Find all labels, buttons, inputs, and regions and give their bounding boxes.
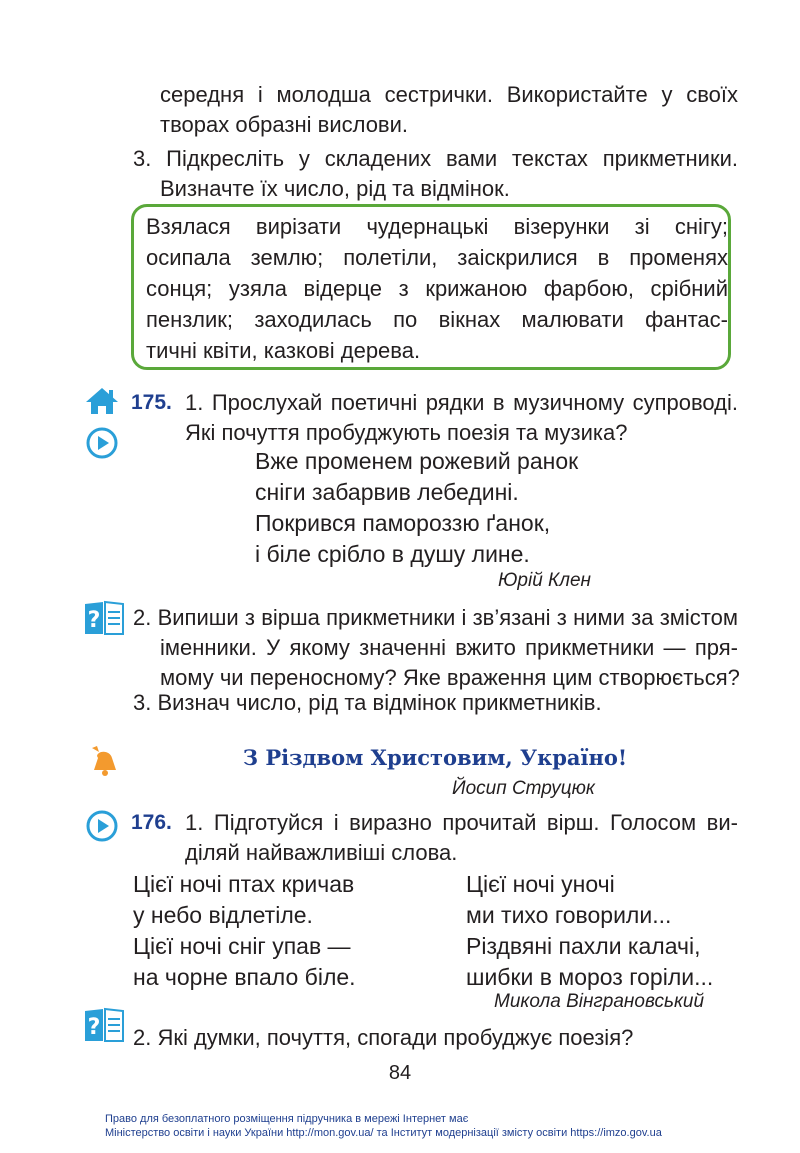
ex175-task1-line-2: Які почуття пробуджують поезія та музика? [185, 420, 628, 445]
task3-line-2: Визначте їх число, рід та відмінок. [160, 176, 510, 201]
play-icon[interactable] [86, 427, 118, 464]
footer-line-2: Міністерство освіти і науки України http://mon.gov.ua/ та Інститут модернізації змісту освіти https://imzo.gov.ua [105, 1127, 662, 1139]
ex175-task2-line-3: мому чи переносному? Яке враження цим створюється? [160, 665, 740, 690]
book-question-icon [83, 1007, 125, 1048]
exercise-number-176: 176. [131, 811, 172, 834]
ex176-task1-line-2: діляй найважливіші слова. [185, 840, 458, 865]
intro-line-1: середня і молодша сестрички. Використайте у своїх [160, 82, 738, 107]
svg-text:?: ? [87, 1015, 101, 1040]
poem-line-1: Вже променем рожевий ранок [255, 448, 579, 474]
poem2-col1-line-1: Цієї ночі птах кричав [133, 871, 355, 897]
poem2-author: Микола Вінграновський [494, 991, 705, 1012]
poem-title-author: Йосип Струцюк [452, 778, 595, 799]
ex176-task1-line-1: 1. Підготуйся і виразно прочитай вірш. Голосом ви- [185, 810, 738, 835]
box-line-5: тичні квіти, казкові дерева. [146, 338, 421, 363]
ex175-task2-line-1: 2. Випиши з вірша прикметники і зв’язані з ними за змістом [133, 605, 738, 630]
bell-icon [88, 744, 122, 783]
poem-line-2: сніги забарвив лебедині. [255, 479, 519, 505]
task3-line-1: 3. Підкресліть у складених вами текстах прикметники. [133, 146, 738, 171]
box-line-1: Взялася вирізати чудернацькі візерунки зі снігу; [146, 214, 728, 239]
poem2-col2-line-1: Цієї ночі уночі [466, 871, 615, 897]
svg-text:?: ? [87, 608, 101, 633]
poem-line-3: Покрився памороззю ґанок, [255, 510, 551, 536]
home-icon [84, 386, 120, 421]
footer-line-1: Право для безоплатного розміщення підручника в мережі Інтернет має [105, 1113, 469, 1125]
poem2-col1-line-2: у небо відлетіле. [133, 902, 313, 928]
poem-title: З Різдвом Христовим, Україно! [242, 745, 628, 770]
exercise-number-175: 175. [131, 391, 172, 414]
intro-line-2: творах образні вислови. [160, 112, 409, 137]
poem-line-4: і біле срібло в душу лине. [255, 541, 530, 567]
play-icon[interactable] [86, 810, 118, 847]
page-number: 84 [388, 1062, 412, 1084]
poem2-col1-line-4: на чорне впало біле. [133, 964, 356, 990]
box-line-3: сонця; узяла відерце з крижаною фарбою, срібний [146, 276, 728, 301]
poem2-col2-line-4: шибки в мороз горіли... [466, 964, 714, 990]
poem-author: Юрій Клен [498, 570, 591, 591]
box-line-2: осипала землю; полетіли, заіскрилися в променях [146, 245, 728, 270]
box-line-4: пензлик; заходилась по вікнах малювати фантас- [146, 307, 728, 332]
ex175-task3: 3. Визнач число, рід та відмінок прикметників. [133, 690, 602, 715]
poem2-col2-line-2: ми тихо говорили... [466, 902, 672, 928]
poem2-col2-line-3: Різдвяні пахли калачі, [466, 933, 701, 959]
ex175-task1-line-1: 1. Прослухай поетичні рядки в музичному супроводі. [185, 390, 738, 415]
poem2-col1-line-3: Цієї ночі сніг упав — [133, 933, 351, 959]
ex175-task2-line-2: іменники. У якому значенні вжито прикметники — пря- [160, 635, 738, 660]
ex176-task2: 2. Які думки, почуття, спогади пробуджує поезія? [133, 1025, 634, 1050]
book-question-icon [83, 600, 125, 641]
